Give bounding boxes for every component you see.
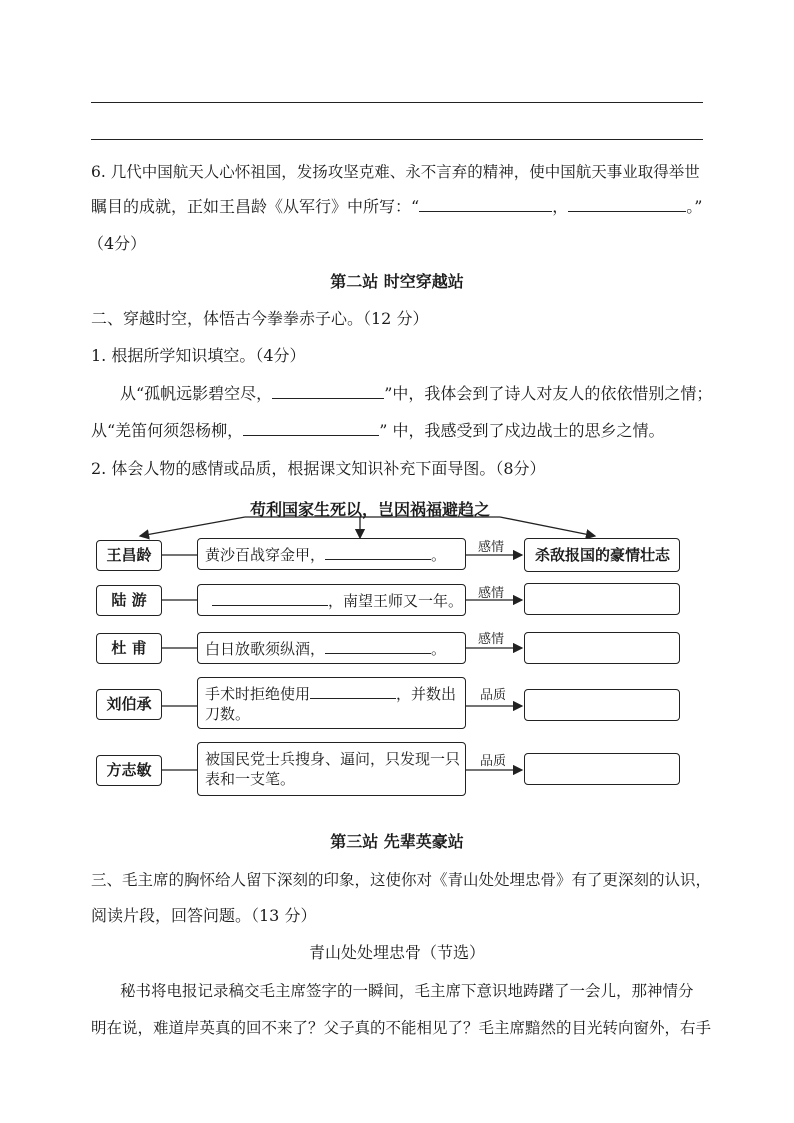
- result-box-row5[interactable]: [524, 753, 680, 785]
- row1-text-a: 黄沙百战穿金甲，: [205, 546, 326, 564]
- q6-line2-sep: ，: [552, 197, 569, 216]
- row2-blank[interactable]: [212, 591, 328, 606]
- result-box-row4[interactable]: [524, 689, 680, 721]
- row4-text-c: 刀数。: [205, 705, 251, 723]
- row1-label: 感情: [478, 540, 505, 555]
- result-box-row1[interactable]: 杀敌报国的豪情壮志: [524, 538, 680, 572]
- content-box-row1: [197, 538, 466, 570]
- row5-label: 品质: [480, 754, 507, 769]
- q6-line2-end: 。”: [686, 197, 703, 216]
- diagram-top-title: 苟利国家生死以，岂因祸福避趋之: [250, 500, 491, 519]
- result-box-row3[interactable]: [524, 632, 680, 664]
- row3-text-a: 白日放歌须纵酒，: [205, 640, 326, 658]
- passage-line1: 秘书将电报记录稿交毛主席签字的一瞬间，毛主席下意识地踌躇了一会儿，那神情分: [120, 982, 694, 1000]
- row1-blank[interactable]: [325, 545, 431, 560]
- q1-l2-b: ” 中，我感受到了戍边战士的思乡之情。: [379, 421, 665, 440]
- station3-title: 第三站 先辈英豪站: [330, 832, 464, 851]
- station2-intro: 二、穿越时空，体悟古今拳拳赤子心。（12 分）: [91, 309, 429, 328]
- station2-title: 第二站 时空穿越站: [330, 272, 464, 291]
- row4-text-a: 手术时拒绝使用: [205, 685, 311, 703]
- content-box-row5: [197, 742, 466, 796]
- name-box-fang-zhimin: 方志敏: [96, 755, 162, 786]
- content-box-row2: [197, 584, 466, 616]
- row1-text-b: 。: [431, 546, 447, 564]
- row4-text-b: ，并数出: [396, 685, 457, 703]
- row2-text-b: ，南望王师又一年。: [328, 592, 464, 610]
- passage-title: 青山处处埋忠骨（节选）: [308, 943, 485, 962]
- q1-l1-a: 从“孤帆远影碧空尽，: [120, 384, 273, 403]
- name-box-lu-you: 陆 游: [96, 585, 162, 616]
- row3-text-b: 。: [431, 640, 447, 658]
- row5-text-a: 被国民党士兵搜身、逼问，只发现一只: [205, 750, 461, 768]
- station2-q1: 1. 根据所学知识填空。（4分）: [91, 346, 306, 365]
- name-box-wang-changling: 王昌龄: [96, 540, 162, 571]
- station3-intro-line1: 三、毛主席的胸怀给人留下深刻的印象，这使你对《青山处处埋忠骨》有了更深刻的认识，: [91, 871, 712, 889]
- q1-l2-a: 从“羌笛何须怨杨柳，: [91, 421, 244, 440]
- name-box-du-fu: 杜 甫: [96, 633, 162, 664]
- row4-blank[interactable]: [310, 684, 396, 699]
- q1-l1-b: ”中，我体会到了诗人对友人的依依惜别之情；: [384, 384, 713, 403]
- passage-line2: 明在说，难道岸英真的回不来了？父子真的不能相见了？毛主席黯然的目光转向窗外，右手: [91, 1019, 712, 1037]
- row5-text-c: 表和一支笔。: [205, 770, 296, 788]
- name-box-liu-bocheng: 刘伯承: [96, 689, 162, 720]
- row4-label: 品质: [480, 688, 507, 703]
- row2-label: 感情: [478, 586, 505, 601]
- q6-score: （4分）: [88, 234, 147, 253]
- content-box-row4: [197, 677, 466, 729]
- row3-label: 感情: [478, 632, 505, 647]
- row3-blank[interactable]: [325, 639, 431, 654]
- station3-intro-line2: 阅读片段，回答问题。（13 分）: [91, 906, 317, 925]
- q6-line2-text: 瞩目的成就，正如王昌龄《从军行》中所写：“: [91, 197, 420, 216]
- content-box-row3: [197, 632, 466, 664]
- q6-line1: 6. 几代中国航天人心怀祖国，发扬攻坚克难、永不言弃的精神，使中国航天事业取得举世: [91, 163, 700, 181]
- station2-q2: 2. 体会人物的感情或品质，根据课文知识补充下面导图。（8分）: [91, 459, 546, 478]
- result-box-row2[interactable]: [524, 583, 680, 615]
